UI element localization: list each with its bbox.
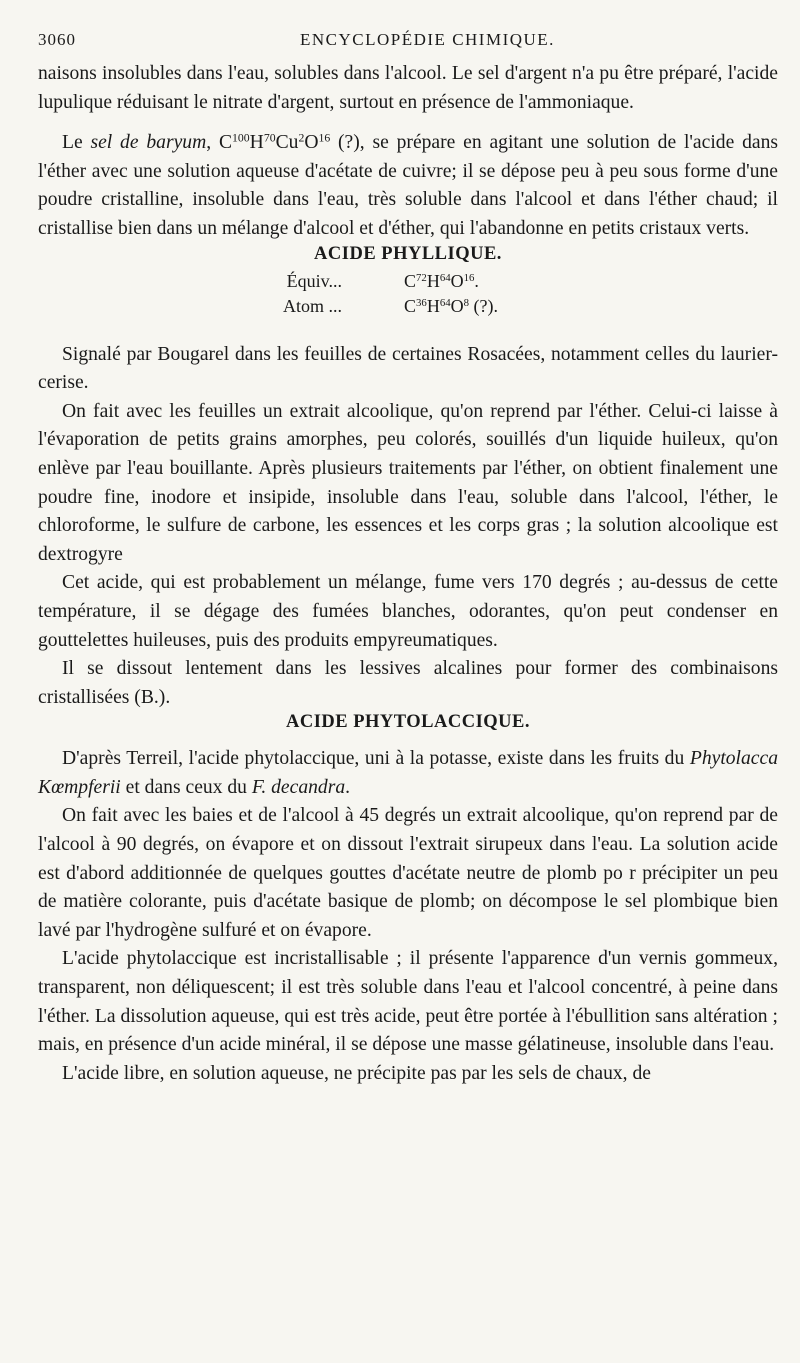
page-header	[38, 26, 778, 60]
atom-label: Atom ...	[282, 295, 342, 316]
phyllique-paragraph: On fait avec les feuilles un extrait alcoolique, qu'on reprend par l'éther. Celui-ci laisse à l'évaporation de petits grains amorphes, peu colorés, souillés d'un liquide huileux, qu'on enlève par l'eau bouillante. Après plusieurs traitements par l'éther, on obtient finalement une poudre fine, inodore et insipide, insoluble dans l'eau, soluble dans l'alcool, l'éther, le chloroforme, le sulfure de carbone, les essences et les corps gras ; la solution alcoolique est dextrogyre	[38, 400, 778, 565]
species-f-decandra: F. decandra	[251, 776, 346, 798]
phytolaccique-paragraph: L'acide phytolaccique est incristallisable ; il présente l'apparence d'un vernis gommeux, transparent, non déliquescent; il est très soluble dans l'eau et l'alcool concentré, à peine dans l'éther. La dissolution aqueuse, qui est très acide, peut être portée à l'ébullition sans altération ; mais, en présence d'un acide minéral, il se dépose une masse gélatineuse, insoluble dans l'eau.	[38, 948, 778, 1056]
equiv-label: Équiv...	[286, 270, 342, 291]
phytolaccique-paragraph: L'acide libre, en solution aqueuse, ne précipite pas par les sels de chaux, de	[62, 1062, 651, 1084]
barium-salt-term: sel de baryum	[90, 132, 207, 154]
formula-block-phyllique	[38, 269, 778, 319]
atom-formula: $C^{36}H^{64}O^8$ (?).	[404, 295, 498, 316]
formula-atom-row	[38, 294, 778, 319]
formula-equiv-row	[38, 269, 778, 294]
section-title-acide-phytolaccique: ACIDE PHYTOLACCIQUE.	[285, 712, 531, 733]
page-number: 3060	[38, 30, 76, 49]
equiv-formula: $C^{72}H^{64}O^{16}$.	[404, 270, 479, 291]
barium-formula: $C^{100}H^{70}Cu^2O^{16}$	[218, 131, 331, 154]
running-title: ENCYCLOPÉDIE CHIMIQUE.	[300, 30, 555, 49]
phyllique-paragraph: Il se dissout lentement dans les lessives alcalines pour former des combinaisons cristallisées (B.).	[38, 658, 778, 708]
phyllique-paragraph: Cet acide, qui est probablement un mélange, fume vers 170 degrés ; au-dessus de cette température, il se dégage des fumées blanches, odorantes, qu'on peut condenser en gouttelettes huileuses, puis des produits empyreumatiques.	[38, 572, 778, 651]
section-title-acide-phyllique: ACIDE PHYLLIQUE.	[314, 243, 502, 264]
phyllique-paragraph: Signalé par Bougarel dans les feuilles de certaines Rosacées, notamment celles du laurier-cerise.	[38, 343, 778, 394]
phytolaccique-paragraph: On fait avec les baies et de l'alcool à 45 degrés un extrait alcoolique, qu'on reprend par de l'alcool à 90 degrés, on évapore et on dissout l'extrait sirupeux dans l'eau. La solution acide est d'abord additionnée de quelques gouttes d'acétate neutre de plomb po r précipiter un peu de matière colorante, puis d'acétate basique de plomb; on décompose le sel plombique bien lavé par l'hydrogène sulfuré et on évapore.	[38, 805, 778, 941]
phytolaccique-paragraph-origin: D'après Terreil, l'acide phytolaccique, uni à la potasse, existe dans les fruits du Phytolacca Kœmpferii et dans ceux du F. decandra.	[38, 748, 778, 798]
paragraph-barium-salt: Le sel de baryum, $C^{100}H^{70}Cu^2O^{16}$ (?), se prépare en agitant une solution de l'acide dans l'éther avec une solution aqueuse d'acétate de cuivre; il se dépose peu à peu sous forme d'une poudre cristalline, insoluble dans l'eau, très soluble dans l'alcool et dans l'éther chaud; il cristallise bien dans un mélange d'alcool et d'éther, qui l'abandonne en petits cristaux verts.	[38, 131, 778, 239]
paragraph-continuation: naisons insolubles dans l'eau, solubles dans l'alcool. Le sel d'argent n'a pu être préparé, l'acide lupulique réduisant le nitrate d'argent, surtout en présence de l'ammoniaque.	[38, 63, 778, 113]
species-phytolacca-kaempferi: Phytolacca Kœmpferii	[38, 748, 778, 798]
